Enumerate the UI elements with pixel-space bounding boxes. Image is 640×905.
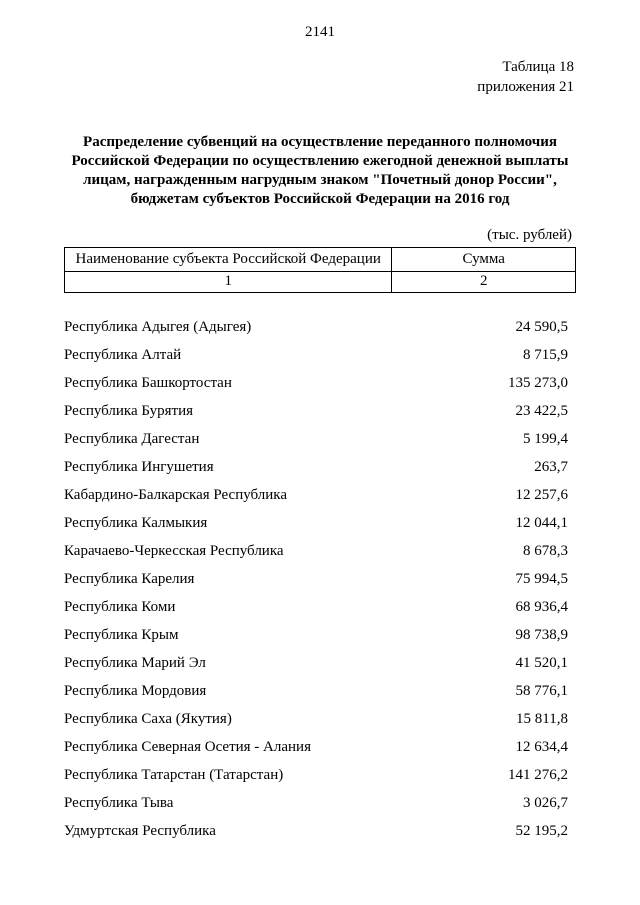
title-line-3: лицам, награжденным нагрудным знаком "Почетный донор России", — [83, 172, 557, 188]
region-value: 24 590,5 — [515, 318, 568, 335]
table-row — [64, 341, 568, 369]
region-value: 15 811,8 — [516, 710, 568, 727]
document-title — [50, 133, 590, 209]
table-row — [64, 537, 568, 565]
region-value: 98 738,9 — [515, 626, 568, 643]
table-row — [64, 649, 568, 677]
region-value: 12 257,6 — [515, 486, 568, 503]
region-name: Республика Калмыкия — [64, 514, 208, 531]
table-row — [64, 313, 568, 341]
table-row — [64, 453, 568, 481]
region-value: 263,7 — [534, 458, 568, 475]
region-name: Республика Крым — [64, 626, 179, 643]
region-name: Кабардино-Балкарская Республика — [64, 486, 288, 503]
table-row — [64, 509, 568, 537]
region-value: 68 936,4 — [515, 598, 568, 615]
region-name: Удмуртская Республика — [64, 822, 216, 839]
region-value: 58 776,1 — [515, 682, 568, 699]
region-name: Республика Саха (Якутия) — [64, 710, 232, 727]
table-ref-line: Таблица 18 — [502, 59, 574, 75]
table-row — [64, 705, 568, 733]
region-value: 8 715,9 — [523, 346, 568, 363]
table-row — [64, 369, 568, 397]
region-name: Республика Татарстан (Татарстан) — [64, 766, 284, 783]
table-row — [64, 789, 568, 817]
region-name: Республика Дагестан — [64, 430, 200, 447]
table-row — [64, 425, 568, 453]
region-value: 12 044,1 — [515, 514, 568, 531]
table-row — [64, 397, 568, 425]
region-value: 75 994,5 — [515, 570, 568, 587]
region-value: 3 026,7 — [523, 794, 568, 811]
region-name: Карачаево-Черкесская Республика — [64, 542, 284, 559]
table-row — [64, 481, 568, 509]
region-name: Республика Мордовия — [64, 682, 207, 699]
region-value: 141 276,2 — [508, 766, 568, 783]
region-name: Республика Марий Эл — [64, 654, 206, 671]
region-value: 41 520,1 — [515, 654, 568, 671]
region-value: 12 634,4 — [515, 738, 568, 755]
table-row — [64, 677, 568, 705]
title-line-1: Распределение субвенций на осуществление переданного полномочия — [83, 134, 557, 150]
region-name: Республика Карелия — [64, 570, 195, 587]
table-body — [64, 313, 568, 845]
column-number-sum: 2 — [391, 272, 575, 292]
region-value: 52 195,2 — [515, 822, 568, 839]
region-name: Республика Алтай — [64, 346, 182, 363]
region-name: Республика Башкортостан — [64, 374, 232, 391]
region-value: 8 678,3 — [523, 542, 568, 559]
table-row — [64, 733, 568, 761]
column-header-name: Наименование субъекта Российской Федерации — [65, 248, 391, 272]
title-line-2: Российской Федерации по осуществлению ежегодной денежной выплаты — [71, 153, 569, 169]
table-row — [64, 621, 568, 649]
title-line-4: бюджетам субъектов Российской Федерации на 2016 год — [130, 191, 510, 207]
table-row — [64, 817, 568, 845]
page-number: 2141 — [305, 24, 335, 40]
region-name: Республика Ингушетия — [64, 458, 214, 475]
annex-ref-line: приложения 21 — [477, 79, 574, 95]
region-name: Республика Северная Осетия - Алания — [64, 738, 311, 755]
table-reference-block — [0, 57, 574, 97]
table-row — [64, 593, 568, 621]
region-value: 23 422,5 — [515, 402, 568, 419]
region-name: Республика Коми — [64, 598, 176, 615]
column-header-sum: Сумма — [391, 248, 575, 272]
region-name: Республика Адыгея (Адыгея) — [64, 318, 252, 335]
table-row — [64, 761, 568, 789]
region-name: Республика Бурятия — [64, 402, 194, 419]
region-value: 135 273,0 — [508, 374, 568, 391]
table-row — [64, 565, 568, 593]
column-number-name: 1 — [224, 273, 232, 289]
table-header — [64, 247, 576, 293]
region-name: Республика Тыва — [64, 794, 174, 811]
units-note: (тыс. рублей) — [487, 227, 572, 243]
region-value: 5 199,4 — [523, 430, 568, 447]
